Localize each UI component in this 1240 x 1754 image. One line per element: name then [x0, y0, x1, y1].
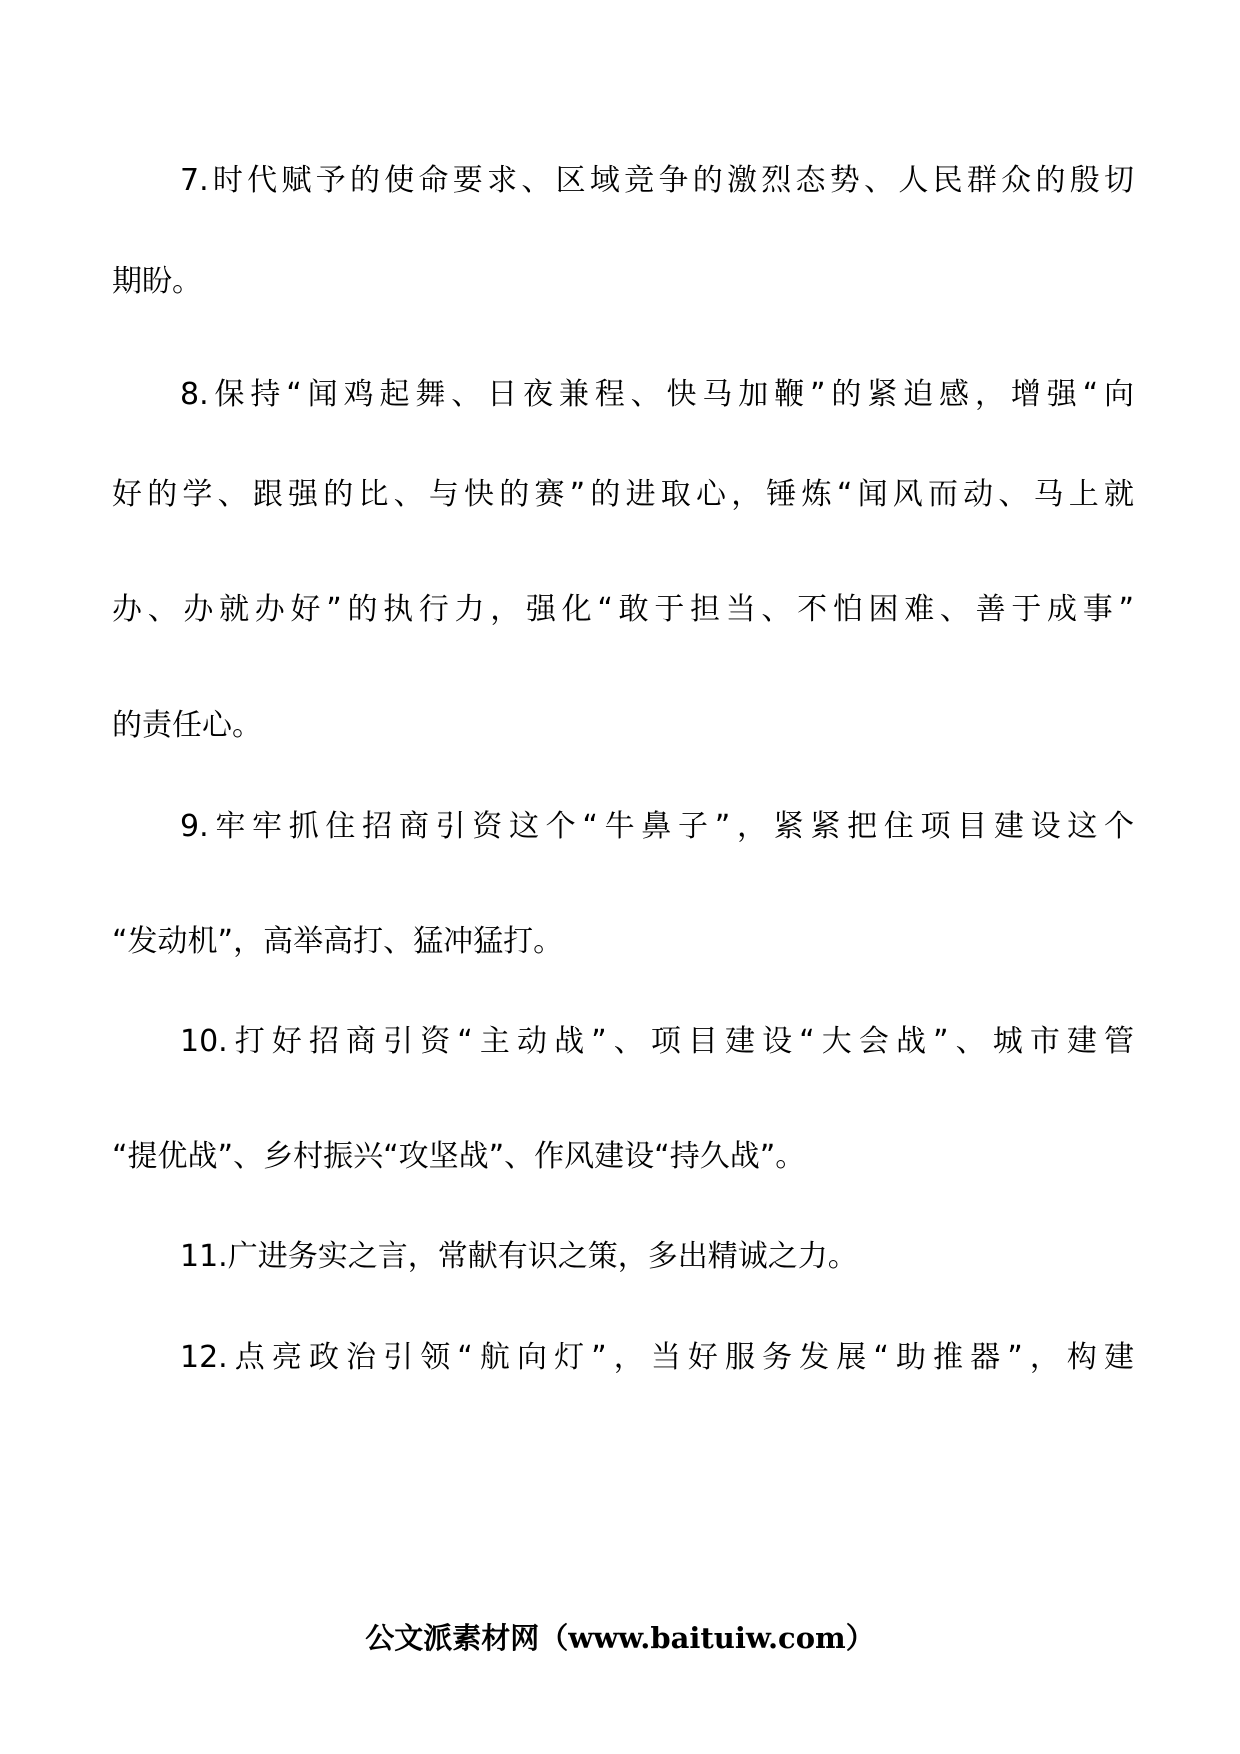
paragraph-7-line-2: 期盼。 — [112, 264, 202, 299]
paragraph-7-line-1: 7.时代赋予的使命要求、区域竞争的激烈态势、人民群众的殷切 — [180, 163, 1134, 198]
paragraph-10-line-2: “提优战”、乡村振兴“攻坚战”、作风建设“持久战”。 — [112, 1139, 806, 1174]
paragraph-11-line-1: 11.广进务实之言，常献有识之策，多出精诚之力。 — [180, 1239, 858, 1274]
paragraph-8-line-2: 好的学、跟强的比、与快的赛”的进取心，锤炼“闻风而动、马上就 — [112, 477, 1134, 512]
paragraph-10-line-1: 10.打好招商引资“主动战”、项目建设“大会战”、城市建管 — [180, 1024, 1134, 1059]
paragraph-8-line-1: 8.保持“闻鸡起舞、日夜兼程、快马加鞭”的紧迫感，增强“向 — [180, 377, 1134, 412]
footer-source-line: 公文派素材网（www.baituiw.com） — [365, 1621, 875, 1655]
paragraph-8-line-3: 办、办就办好”的执行力，强化“敢于担当、不怕困难、善于成事” — [112, 592, 1134, 627]
paragraph-12-line-1: 12.点亮政治引领“航向灯”，当好服务发展“助推器”，构建 — [180, 1340, 1134, 1375]
paragraph-9-line-2: “发动机”，高举高打、猛冲猛打。 — [112, 924, 564, 959]
paragraph-9-line-1: 9.牢牢抓住招商引资这个“牛鼻子”，紧紧把住项目建设这个 — [180, 809, 1134, 844]
paragraph-8-line-4: 的责任心。 — [112, 708, 262, 743]
